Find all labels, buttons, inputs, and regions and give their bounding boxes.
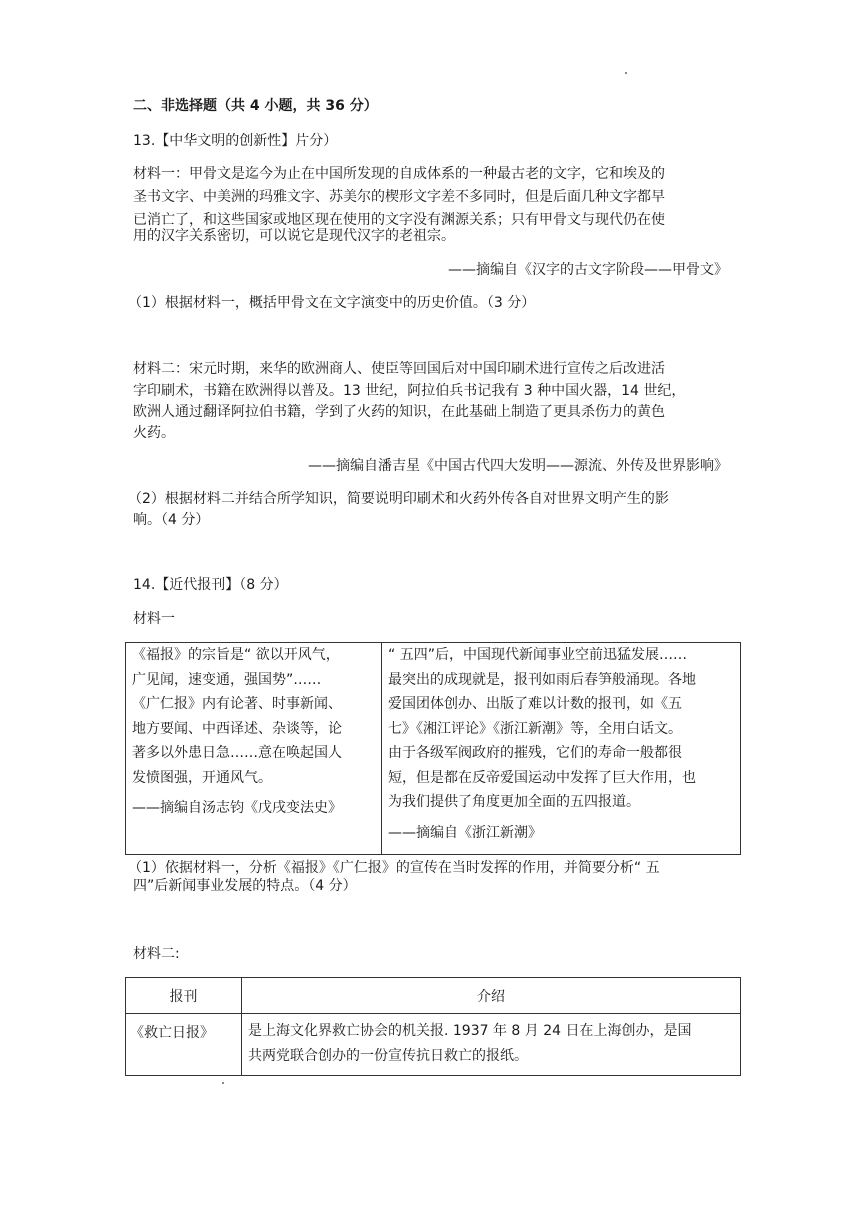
right-material-line: 最突出的成现就是，报刊如雨后春笋般涌现。各地	[388, 671, 696, 688]
q14-heading: 14.【近代报刊】（8 分）	[133, 577, 288, 593]
newspaper-intro-cell	[242, 1014, 741, 1076]
q13-material1-line: 用的汉字关系密切，可以说它是现代汉字的老祖宗。	[133, 228, 455, 244]
right-material-line: 爱国团体创办、出版了难以计数的报刊，如《五	[388, 696, 682, 712]
q14-material1-label: 材料一	[133, 611, 175, 627]
left-material-line: 著多以外患日急……意在唤起国人	[132, 745, 342, 761]
q13-question2-line: 响。（4 分）	[133, 512, 210, 528]
newspaper-name-cell: 《救亡日报》	[126, 1014, 242, 1076]
q13-material2-line: 火药。	[133, 425, 175, 441]
q14-question1-line: 四”后新闻事业发展的特点。（4 分）	[133, 878, 357, 894]
q13-heading: 13.【中华文明的创新性】片分）	[133, 133, 338, 149]
q13-question2-line: （2）根据材料二并结合所学知识，简要说明印刷术和火药外传各自对世界文明产生的影	[128, 491, 669, 507]
q14-material2-label: 材料二:	[133, 946, 180, 962]
q13-source2: ——摘编自潘吉星《中国古代四大发明——源流、外传及世界影响》	[308, 458, 728, 474]
right-material-line: 短，但是都在反帝爱国运动中发挥了巨大作用，也	[388, 769, 696, 786]
newspaper-intro-line: 是上海文化界救亡协会的机关报. 1937 年 8 月 24 日在上海创办，是国	[248, 1023, 692, 1039]
right-material-line: 七》《湘江评论》《浙江新潮》等，全用白话文。	[388, 720, 682, 737]
right-material-line: 由于各级军阀政府的摧残，它们的寿命一般都很	[388, 745, 682, 761]
header-cell-newspaper: 报刊	[126, 978, 242, 1014]
right-material-line: “ 五四”后，中国现代新闻事业空前迅猛发展……	[388, 647, 687, 663]
q13-material1-line: 已消亡了，和这些国家或地区现在使用的文字没有渊源关系；只有甲骨文与现代仍在使	[133, 212, 665, 228]
q13-material2-line: 欧洲人通过翻译阿拉伯书籍，学到了火药的知识，在此基础上制造了更具杀伤力的黄色	[133, 404, 665, 420]
header-cell-intro: 介绍	[242, 978, 741, 1014]
right-material-source: ——摘编自《浙江新潮》	[388, 824, 542, 841]
right-material-line: 为我们提供了角度更加全面的五四报道。	[388, 794, 640, 810]
left-material-line: 发愤图强，开通风气。	[132, 769, 272, 786]
scan-dot	[222, 1082, 224, 1084]
q14-material1-table	[125, 642, 741, 855]
left-material-line: 《广仁报》内有论著、时事新闻、	[132, 696, 342, 712]
q14-material2-table	[125, 977, 741, 1076]
left-material-line: 《福报》的宗旨是“ 欲以开风气，	[132, 647, 340, 663]
left-material-line: 地方要闻、中西译述、杂谈等，论	[132, 720, 342, 737]
q13-material2-line: 字印刷术，书籍在欧洲得以普及。13 世纪，阿拉伯兵书记我有 3 种中国火器，14 世纪，	[133, 383, 686, 399]
scan-dot	[625, 72, 627, 74]
section-title: 二、非选择题（共 4 小题，共 36 分）	[133, 98, 378, 114]
left-material-cell	[126, 643, 382, 855]
q13-material1-line: 材料一：甲骨文是迄今为止在中国所发现的自成体系的一种最古老的文字，它和埃及的	[133, 166, 665, 182]
newspaper-intro-line: 共两党联合创办的一份宣传抗日救亡的报纸。	[248, 1047, 528, 1064]
q14-question1-line: （1）依据材料一，分析《福报》《广仁报》的宣传在当时发挥的作用，并简要分析“ 五	[128, 860, 660, 876]
left-material-line: 广见闻，速变通，强国势”……	[132, 671, 322, 688]
q13-material2-line: 材料二：宋元时期，来华的欧洲商人、使臣等回国后对中国印刷术进行宣传之后改进活	[133, 361, 665, 377]
q13-material1-line: 圣书文字、中美洲的玛雅文字、苏美尔的楔形文字差不多同时，但是后面几种文字都早	[133, 189, 665, 205]
right-material-cell	[382, 643, 741, 855]
left-material-source: ——摘编自汤志钧《戊戌变法史》	[132, 800, 342, 816]
q13-source1: ——摘编自《汉字的古文字阶段——甲骨文》	[448, 262, 728, 278]
q13-question1: （1）根据材料一，概括甲骨文在文字演变中的历史价值。（3 分）	[128, 295, 536, 311]
